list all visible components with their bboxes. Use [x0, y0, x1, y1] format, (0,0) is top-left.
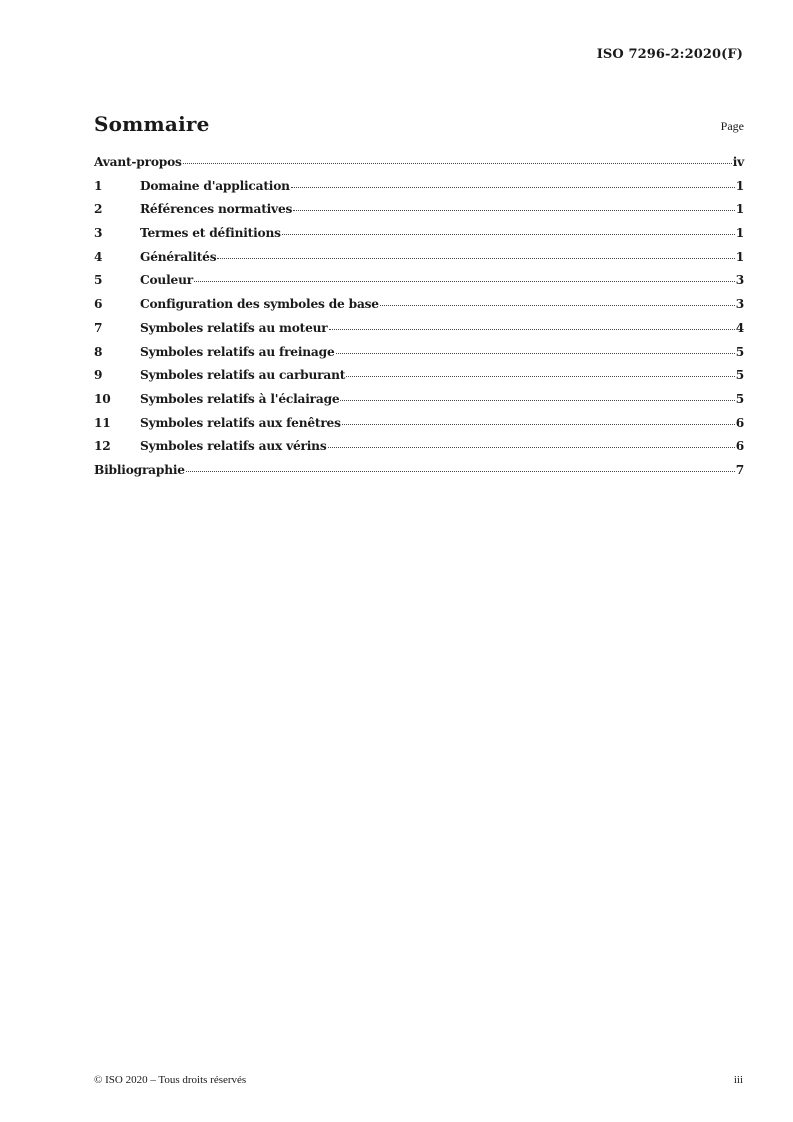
dot-leader [346, 376, 735, 377]
toc-entry-title[interactable]: Symboles relatifs aux vérins [140, 439, 327, 454]
dot-leader [328, 447, 735, 448]
dot-leader [194, 281, 735, 282]
dot-leader [293, 210, 735, 211]
toc-entry-page[interactable]: iv [732, 155, 744, 169]
toc-entry-page[interactable]: 5 [735, 391, 744, 406]
page-number: iii [733, 1074, 743, 1086]
dot-leader [291, 187, 735, 188]
dot-leader [340, 400, 734, 401]
toc-entry[interactable] [94, 273, 744, 297]
toc-entry-title[interactable]: Bibliographie [94, 462, 185, 477]
toc-entry[interactable] [94, 345, 744, 369]
dot-leader [282, 234, 735, 235]
toc-entry[interactable] [94, 179, 744, 203]
toc-entry-page[interactable]: 3 [735, 273, 744, 288]
toc-entry[interactable] [94, 250, 744, 274]
toc-entry-number: 3 [94, 226, 103, 241]
toc-entry-number: 10 [94, 391, 111, 406]
toc-header [94, 112, 744, 142]
toc-entry-page[interactable]: 5 [735, 368, 744, 383]
toc-entry-title[interactable]: Symboles relatifs à l'éclairage [140, 391, 340, 406]
copyright-notice: © ISO 2020 – Tous droits réservés [94, 1074, 247, 1086]
toc-entry[interactable] [94, 416, 744, 440]
toc-entry-page[interactable]: 6 [735, 415, 744, 430]
toc-entry-title[interactable]: Généralités [140, 249, 217, 264]
document-id: ISO 7296-2:2020(F) [596, 47, 743, 62]
toc-entry-title[interactable]: Symboles relatifs aux fenêtres [140, 415, 341, 430]
toc-entry[interactable] [94, 392, 744, 416]
toc-entry[interactable] [94, 368, 744, 392]
toc-entry-title[interactable]: Domaine d'application [140, 178, 290, 193]
dot-leader [336, 353, 735, 354]
toc-entry-page[interactable]: 5 [735, 344, 744, 359]
toc-entry[interactable] [94, 439, 744, 463]
toc-entry-title[interactable]: Termes et définitions [140, 226, 281, 241]
page-title: Sommaire [94, 112, 210, 136]
toc-entry-page[interactable]: 1 [735, 226, 744, 241]
toc-entry-number: 2 [94, 202, 103, 217]
toc-entry[interactable] [94, 155, 744, 179]
dot-leader [342, 424, 735, 425]
toc-entry-number: 1 [94, 178, 103, 193]
toc-entry-number: 12 [94, 439, 111, 454]
toc-entry-title[interactable]: Configuration des symboles de base [140, 297, 379, 312]
toc-entry-page[interactable]: 3 [735, 297, 744, 312]
toc-entry-page[interactable]: 1 [735, 202, 744, 217]
toc-entry-title[interactable]: Couleur [140, 273, 193, 288]
toc-entry-title[interactable]: Symboles relatifs au carburant [140, 368, 346, 383]
toc-entry[interactable] [94, 321, 744, 345]
toc-entry-title[interactable]: Références normatives [140, 202, 293, 217]
toc-entry-number: 5 [94, 273, 103, 288]
dot-leader [329, 329, 735, 330]
toc-entry[interactable] [94, 202, 744, 226]
toc-entry-page[interactable]: 1 [735, 178, 744, 193]
toc-entry-number: 4 [94, 249, 103, 264]
toc-entry-title[interactable]: Symboles relatifs au freinage [140, 344, 335, 359]
toc-entry[interactable] [94, 297, 744, 321]
toc-entry-title[interactable]: Symboles relatifs au moteur [140, 320, 328, 335]
dot-leader [217, 258, 734, 259]
toc-entry[interactable] [94, 226, 744, 250]
dot-leader [186, 471, 735, 472]
toc-entry-page[interactable]: 7 [735, 462, 744, 477]
toc-entry-number: 9 [94, 368, 103, 383]
dot-leader [183, 163, 732, 164]
toc-entry-page[interactable]: 1 [735, 249, 744, 264]
toc-entry-number: 7 [94, 320, 103, 335]
toc-entry[interactable] [94, 463, 744, 487]
toc-entry-number: 11 [94, 415, 111, 430]
toc-entry-title[interactable]: Avant-propos [94, 155, 182, 169]
toc-entry-number: 6 [94, 297, 103, 312]
dot-leader [380, 305, 735, 306]
page-column-label: Page [720, 119, 744, 133]
table-of-contents [94, 155, 744, 487]
toc-entry-number: 8 [94, 344, 103, 359]
toc-entry-page[interactable]: 4 [735, 320, 744, 335]
toc-entry-page[interactable]: 6 [735, 439, 744, 454]
